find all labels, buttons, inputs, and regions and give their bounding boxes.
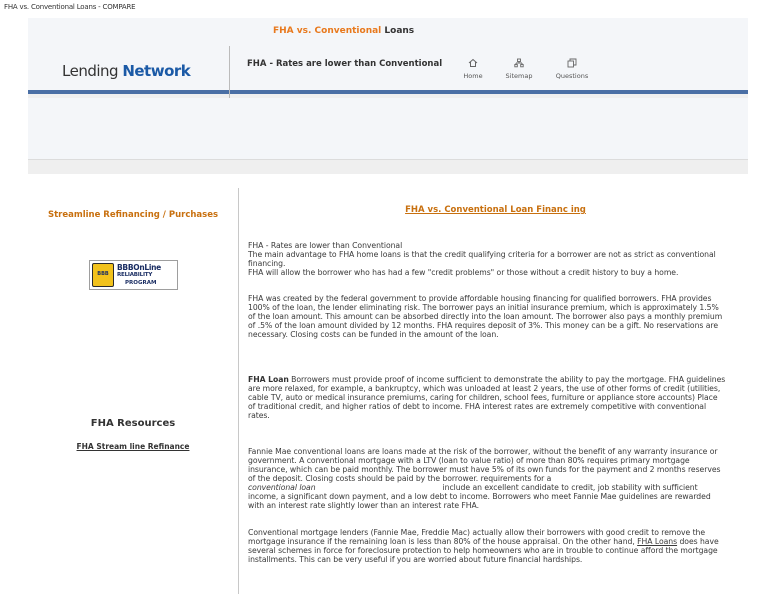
paragraph-2: FHA was created by the federal government to provide affordable housing financing for qualified borrowers. FHA provides 100% of the loan, the lender eliminating risk. The borrower pays an initial insurance premium, which is approximately 1.5% of the loan amount. This amount can be absorbed directly into the loan amount. The borrower also pays a monthly premium of .5% of the loan amount divided by 12 months. FHA requires deposit of 3%. This money can be a gift. No reservations are necessary. Closing costs can be funded in the amount of the loan. xyxy=(248,294,723,339)
logo-text-lending: Lending xyxy=(62,62,123,80)
fha-loan-bold: FHA Loan xyxy=(248,375,289,384)
nav-sitemap[interactable] xyxy=(502,58,536,80)
page-title-highlight: FHA vs. Conventional xyxy=(273,26,382,36)
page-subtitle: FHA - Rates are lower than Conventional xyxy=(247,59,443,69)
column-divider xyxy=(238,188,239,594)
paragraph-5-end: does have several schemes in force for foreclosure protection to help homeowners who are in trouble to continue afford the mortgage installments. This can be very useful if you are worried about future financial hardships. xyxy=(248,537,719,564)
site-header xyxy=(28,18,748,94)
main-article xyxy=(248,174,743,594)
paragraph-1 xyxy=(248,241,726,277)
sidebar-heading: Streamline Refinancing / Purchases xyxy=(47,210,219,220)
badge-line-3: PROGRAM xyxy=(125,280,157,286)
paragraph-4-end: include an excellent candidate to credit, job stability with sufficient income, a significant down payment, and a low debt to income. Borrowers who meet Fannie Mae guidelines are rewarded with an interest rate slightly lower than an interest rate FHA. xyxy=(248,483,711,510)
lending-network-logo[interactable] xyxy=(62,62,190,80)
bbb-seal-icon xyxy=(92,263,114,287)
nav-sitemap-label: Sitemap xyxy=(505,72,533,80)
nav-questions[interactable] xyxy=(555,58,589,80)
paragraph-5-start: Conventional mortgage lenders (Fannie Mae, Freddie Mac) actually allow their borrowers with good credit to remove the mortgage insurance if the remaining loan is less than 80% of the house appraisal. On the other hand, xyxy=(248,528,706,546)
article-title[interactable]: FHA vs. Conventional Loan Financ ing xyxy=(405,205,586,215)
bbb-seal-text: BBB xyxy=(97,271,109,277)
fha-loans-link[interactable]: FHA Loans xyxy=(637,537,678,546)
paragraph-3 xyxy=(248,375,726,420)
paragraph-1-line-1: FHA - Rates are lower than Conventional xyxy=(248,241,403,250)
logo-text-network: Network xyxy=(122,62,191,80)
paragraph-3-text: Borrowers must provide proof of income sufficient to demonstrate the ability to pay the mortgage. FHA guidelines are more relaxed, for example, a bankruptcy, which was unloaded at least 2 years, the use of other forms of credit (utilities, cable TV, auto or medical insurance premiums, caring for children, school fees, furniture or appliance store accounts) Place of traditional credit, and higher ratios of debt to income. FHA interest rates are extremely competitive with conventional rates. xyxy=(248,375,726,420)
page-title-rest: Loans xyxy=(381,26,415,36)
bbb-online-badge[interactable] xyxy=(89,260,178,290)
paragraph-4 xyxy=(248,447,726,510)
sitemap-icon xyxy=(514,58,524,68)
badge-line-2: RELIABILITY xyxy=(117,272,153,278)
paragraph-1-line-2: The main advantage to FHA home loans is that the credit qualifying criteria for a borrower are not as strict as conventional financing. xyxy=(248,250,716,268)
sidebar xyxy=(28,174,238,594)
fha-streamline-refinance-link[interactable]: FHA Stream line Refinance xyxy=(76,442,190,451)
header-band xyxy=(28,98,748,160)
sidebar-resources-heading: FHA Resources xyxy=(90,418,176,429)
home-icon xyxy=(468,58,478,68)
page-title xyxy=(273,26,414,36)
nav-home[interactable] xyxy=(456,58,490,80)
header-divider xyxy=(229,46,230,98)
paragraph-5 xyxy=(248,528,726,564)
conventional-loan-italic: conventional loan xyxy=(248,483,316,492)
page xyxy=(28,18,748,594)
document-title: FHA vs. Conventional Loans - COMPARE xyxy=(4,3,136,11)
nav-home-label: Home xyxy=(463,72,483,80)
badge-line-1: BBBOnLine xyxy=(117,263,161,272)
paragraph-4-start: Fannie Mae conventional loans are loans made at the risk of the borrower, without the benefit of any warranty insurance or government. A conventional mortgage with a LTV (loan to value ratio) of more than 80% requires primary mortgage insurance, which can be paid monthly. The borrower must have 5% of its own funds for the payment and 2 months reserves of the deposit. Closing costs should be paid by the borrower. requirements for a xyxy=(248,447,721,483)
questions-icon xyxy=(567,58,577,68)
nav-questions-label: Questions xyxy=(555,72,589,80)
paragraph-1-line-3: FHA will allow the borrower who has had a few "credit problems" or those without a credit history to buy a home. xyxy=(248,268,679,277)
content-area xyxy=(28,174,748,594)
